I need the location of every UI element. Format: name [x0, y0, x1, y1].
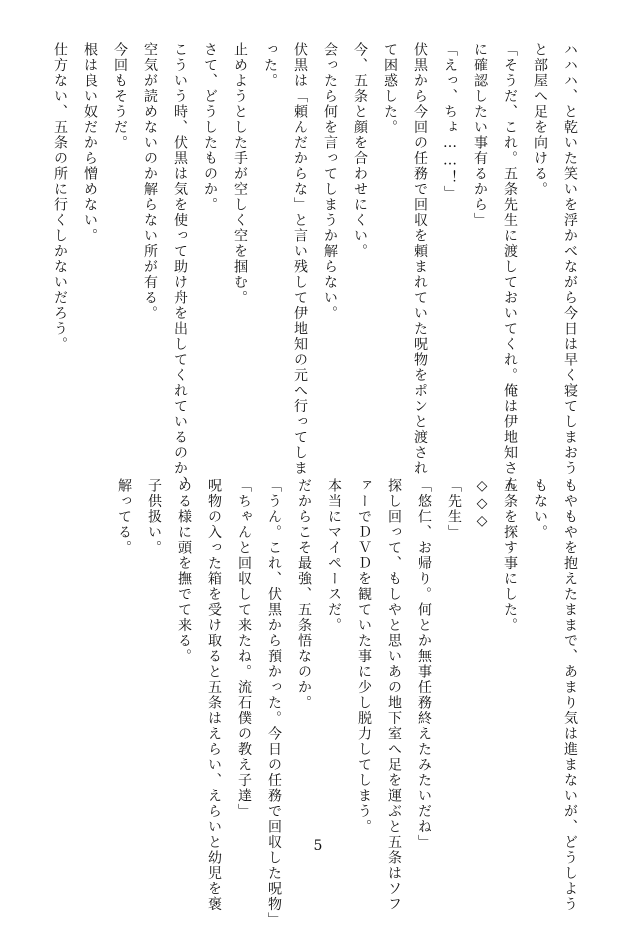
text-line: ハハハ、と乾いた笑いを浮かべながら今日は早く寝てしまおう — [562, 42, 578, 476]
text-line: 本当にマイペースだ。 — [326, 478, 342, 633]
scene-break: ◇◇◇ — [474, 478, 490, 531]
text-line: と部屋へ足を向ける。 — [532, 42, 548, 197]
text-line: て困惑した。 — [382, 42, 398, 135]
text-line: 会ったら何を言ってしまうか解らない。 — [322, 42, 338, 321]
text-line: 今回もそうだ。 — [112, 42, 128, 151]
text-line: に確認したい事有るから」 — [472, 42, 488, 228]
text-line: さて、どうしたものか。 — [202, 42, 218, 213]
text-line: 探し回って、もしやと思いあの地下室へ足を運ぶと五条はソフ — [386, 478, 402, 912]
text-line: める様に頭を撫でて来る。 — [176, 478, 192, 664]
text-line: 「そうだ、これ。五条先生に渡しておいてくれ。俺は伊地知さん — [502, 42, 518, 492]
text-line: もやもやを抱えたままで、あまり気は進まないが、どうしよう — [562, 478, 578, 912]
text-line: 「えっ、ちょ……！」 — [442, 42, 458, 201]
text-line: 「悠仁、お帰り。何とか無事任務終えたみたいだね」 — [416, 478, 432, 850]
text-line: 「ちゃんと回収して来たね。流石僕の教え子達」 — [236, 478, 252, 819]
text-line: 伏黒から今回の任務で回収を頼まれていた呪物をポンと渡され — [412, 42, 428, 476]
text-line: もない。 — [532, 478, 548, 540]
text-line: 解ってる。 — [116, 478, 132, 556]
text-line: 子供扱い。 — [146, 478, 162, 556]
text-line: 仕方ない、五条の所に行くしかないだろう。 — [52, 42, 68, 352]
text-line: だからこそ最強、五条悟なのか。 — [296, 478, 312, 711]
text-block-lower — [104, 478, 580, 928]
text-line: 根は良い奴だから憎めない。 — [82, 42, 98, 244]
text-line: 呪物の入った箱を受け取ると五条はえらい、えらいと幼児を褒 — [206, 478, 222, 912]
text-line: 五条を探す事にした。 — [502, 478, 518, 633]
text-line: 「先生」 — [446, 478, 462, 540]
text-line: 空気が読めないのか解らない所が有る。 — [142, 42, 158, 321]
text-line: った。 — [262, 42, 278, 89]
text-line: ァーでＤＶＤを観ていた事に少し脱力してしまう。 — [356, 478, 372, 835]
text-line: 止めようとした手が空しく空を掴む。 — [232, 42, 248, 306]
text-line: 伏黒は「頼んだからな」と言い残して伊地知の元へ行ってしま — [292, 42, 308, 476]
page-number: 5 — [313, 838, 323, 854]
text-line: 今、五条と顔を合わせにくい。 — [352, 42, 368, 259]
text-block-upper — [40, 42, 580, 492]
text-line: こういう時、伏黒は気を使って助け舟を出してくれているのか、 — [172, 42, 188, 492]
text-line: 「うん。これ、伏黒から預かった。今日の任務で回収した呪物」 — [266, 478, 282, 928]
